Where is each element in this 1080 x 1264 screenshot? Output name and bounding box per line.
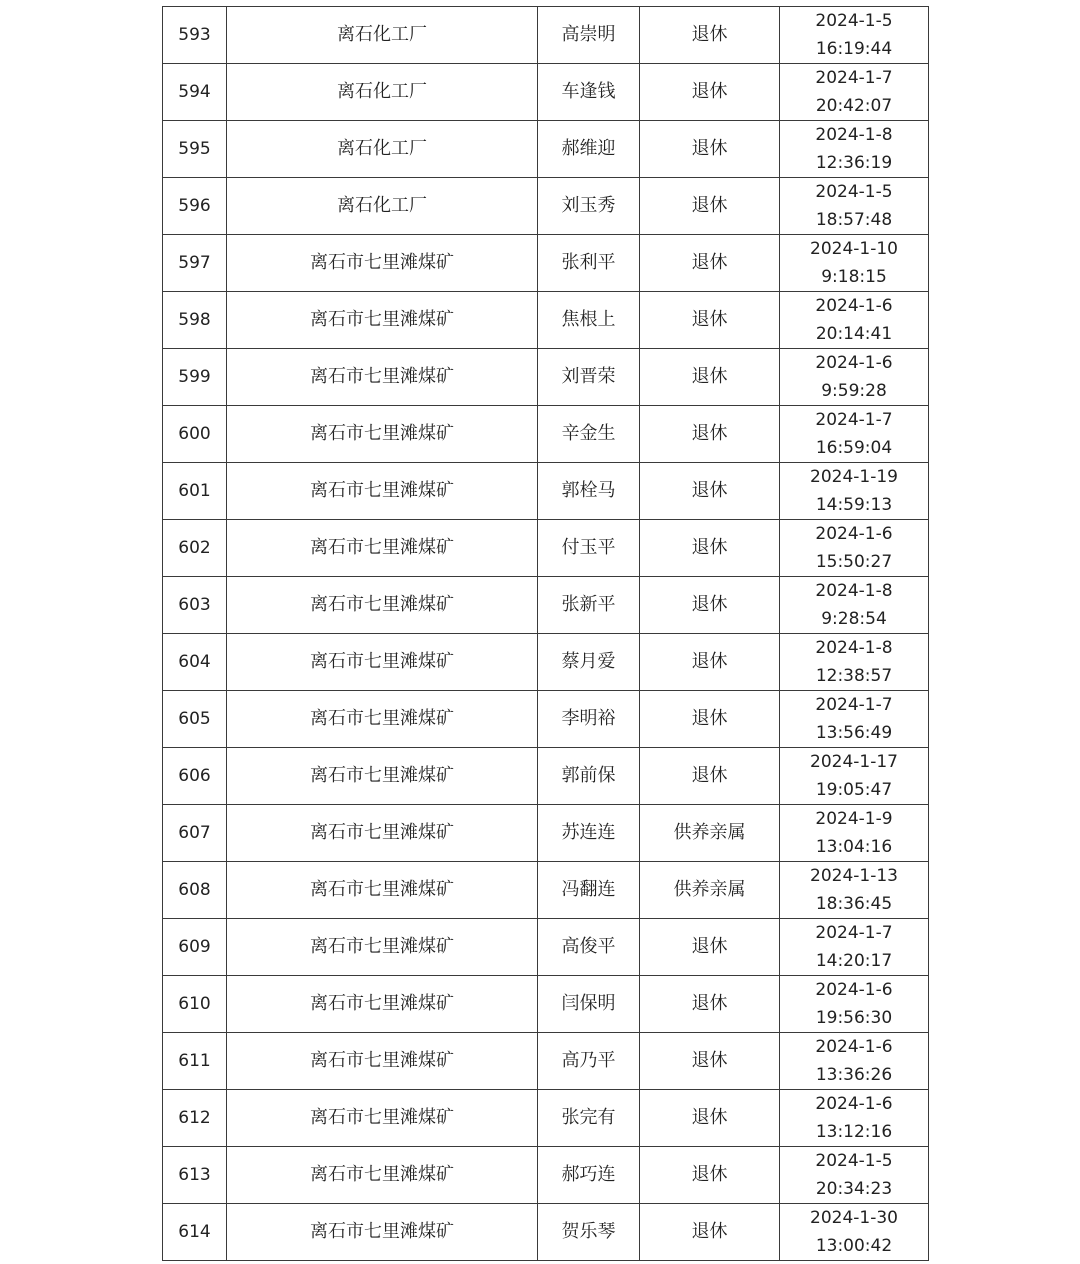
timestamp-date: 2024-1-10	[810, 239, 898, 259]
serial-number-cell: 594	[163, 64, 227, 121]
person-name-cell: 郭栓马	[538, 463, 640, 520]
unit-cell: 离石市七里滩煤矿	[227, 919, 538, 976]
person-name-cell: 张新平	[538, 577, 640, 634]
table-row	[163, 1033, 929, 1090]
table-row	[163, 805, 929, 862]
category-cell: 退休	[640, 976, 780, 1033]
category-cell: 退休	[640, 691, 780, 748]
category-cell: 供养亲属	[640, 862, 780, 919]
person-name-cell: 闫保明	[538, 976, 640, 1033]
timestamp-time: 20:42:07	[815, 96, 893, 116]
category-cell: 退休	[640, 406, 780, 463]
timestamp-time: 13:56:49	[815, 723, 893, 743]
timestamp-date: 2024-1-6	[815, 524, 893, 544]
person-name-cell: 李明裕	[538, 691, 640, 748]
unit-cell: 离石市七里滩煤矿	[227, 976, 538, 1033]
table-row	[163, 1204, 929, 1261]
record-table-container	[162, 6, 928, 1261]
timestamp-time: 16:59:04	[815, 438, 893, 458]
person-name-cell: 刘玉秀	[538, 178, 640, 235]
table-row	[163, 235, 929, 292]
timestamp-date: 2024-1-6	[815, 353, 893, 373]
serial-number-cell: 613	[163, 1147, 227, 1204]
timestamp-date: 2024-1-5	[815, 182, 893, 202]
timestamp-time: 20:34:23	[815, 1179, 893, 1199]
serial-number-cell: 598	[163, 292, 227, 349]
unit-cell: 离石市七里滩煤矿	[227, 1033, 538, 1090]
unit-cell: 离石市七里滩煤矿	[227, 1090, 538, 1147]
category-cell: 退休	[640, 1090, 780, 1147]
unit-cell: 离石市七里滩煤矿	[227, 292, 538, 349]
timestamp-date: 2024-1-6	[815, 1037, 893, 1057]
timestamp-time: 15:50:27	[815, 552, 893, 572]
person-name-cell: 蔡月爱	[538, 634, 640, 691]
timestamp-cell	[780, 463, 929, 520]
table-row	[163, 748, 929, 805]
timestamp-cell	[780, 805, 929, 862]
person-name-cell: 高乃平	[538, 1033, 640, 1090]
unit-cell: 离石市七里滩煤矿	[227, 748, 538, 805]
unit-cell: 离石市七里滩煤矿	[227, 406, 538, 463]
serial-number-cell: 614	[163, 1204, 227, 1261]
timestamp-date: 2024-1-6	[815, 1094, 893, 1114]
person-name-cell: 张完有	[538, 1090, 640, 1147]
table-row	[163, 862, 929, 919]
timestamp-time: 13:04:16	[815, 837, 893, 857]
timestamp-date: 2024-1-5	[815, 1151, 893, 1171]
timestamp-time: 12:38:57	[815, 666, 893, 686]
timestamp-cell	[780, 1033, 929, 1090]
timestamp-time: 12:36:19	[815, 153, 893, 173]
person-name-cell: 高崇明	[538, 7, 640, 64]
category-cell: 退休	[640, 292, 780, 349]
timestamp-time: 18:36:45	[815, 894, 893, 914]
timestamp-time: 9:18:15	[821, 267, 887, 287]
timestamp-time: 18:57:48	[815, 210, 893, 230]
unit-cell: 离石市七里滩煤矿	[227, 577, 538, 634]
serial-number-cell: 608	[163, 862, 227, 919]
category-cell: 退休	[640, 1033, 780, 1090]
timestamp-cell	[780, 634, 929, 691]
category-cell: 退休	[640, 235, 780, 292]
category-cell: 退休	[640, 577, 780, 634]
timestamp-time: 13:00:42	[815, 1236, 893, 1256]
person-name-cell: 郝维迎	[538, 121, 640, 178]
serial-number-cell: 600	[163, 406, 227, 463]
person-name-cell: 高俊平	[538, 919, 640, 976]
serial-number-cell: 595	[163, 121, 227, 178]
table-row	[163, 463, 929, 520]
timestamp-date: 2024-1-30	[810, 1208, 898, 1228]
timestamp-time: 19:05:47	[815, 780, 893, 800]
category-cell: 退休	[640, 1204, 780, 1261]
timestamp-cell	[780, 748, 929, 805]
person-name-cell: 付玉平	[538, 520, 640, 577]
category-cell: 退休	[640, 463, 780, 520]
unit-cell: 离石市七里滩煤矿	[227, 463, 538, 520]
timestamp-date: 2024-1-19	[810, 467, 898, 487]
timestamp-cell	[780, 178, 929, 235]
serial-number-cell: 597	[163, 235, 227, 292]
record-table	[162, 6, 929, 1261]
table-row	[163, 577, 929, 634]
timestamp-time: 19:56:30	[815, 1008, 893, 1028]
timestamp-time: 14:20:17	[815, 951, 893, 971]
unit-cell: 离石化工厂	[227, 7, 538, 64]
table-row	[163, 634, 929, 691]
timestamp-date: 2024-1-7	[815, 923, 893, 943]
serial-number-cell: 607	[163, 805, 227, 862]
table-row	[163, 7, 929, 64]
timestamp-cell	[780, 7, 929, 64]
serial-number-cell: 601	[163, 463, 227, 520]
category-cell: 退休	[640, 919, 780, 976]
category-cell: 退休	[640, 64, 780, 121]
timestamp-cell	[780, 235, 929, 292]
timestamp-time: 20:14:41	[815, 324, 893, 344]
person-name-cell: 苏连连	[538, 805, 640, 862]
timestamp-date: 2024-1-13	[810, 866, 898, 886]
timestamp-cell	[780, 1090, 929, 1147]
table-row	[163, 406, 929, 463]
person-name-cell: 冯翻连	[538, 862, 640, 919]
person-name-cell: 郝巧连	[538, 1147, 640, 1204]
category-cell: 退休	[640, 7, 780, 64]
unit-cell: 离石市七里滩煤矿	[227, 349, 538, 406]
category-cell: 退休	[640, 634, 780, 691]
timestamp-cell	[780, 64, 929, 121]
timestamp-date: 2024-1-7	[815, 68, 893, 88]
person-name-cell: 贺乐琴	[538, 1204, 640, 1261]
serial-number-cell: 605	[163, 691, 227, 748]
table-row	[163, 919, 929, 976]
table-row	[163, 1090, 929, 1147]
table-row	[163, 1147, 929, 1204]
timestamp-cell	[780, 121, 929, 178]
serial-number-cell: 609	[163, 919, 227, 976]
timestamp-cell	[780, 862, 929, 919]
timestamp-date: 2024-1-17	[810, 752, 898, 772]
table-row	[163, 520, 929, 577]
category-cell: 退休	[640, 520, 780, 577]
timestamp-date: 2024-1-7	[815, 410, 893, 430]
serial-number-cell: 611	[163, 1033, 227, 1090]
category-cell: 退休	[640, 178, 780, 235]
unit-cell: 离石市七里滩煤矿	[227, 1147, 538, 1204]
serial-number-cell: 606	[163, 748, 227, 805]
unit-cell: 离石市七里滩煤矿	[227, 862, 538, 919]
serial-number-cell: 612	[163, 1090, 227, 1147]
serial-number-cell: 593	[163, 7, 227, 64]
timestamp-date: 2024-1-6	[815, 296, 893, 316]
unit-cell: 离石市七里滩煤矿	[227, 1204, 538, 1261]
timestamp-time: 16:19:44	[815, 39, 893, 59]
timestamp-date: 2024-1-7	[815, 695, 893, 715]
table-row	[163, 349, 929, 406]
unit-cell: 离石市七里滩煤矿	[227, 235, 538, 292]
timestamp-date: 2024-1-6	[815, 980, 893, 1000]
unit-cell: 离石市七里滩煤矿	[227, 805, 538, 862]
table-row	[163, 121, 929, 178]
timestamp-cell	[780, 349, 929, 406]
timestamp-time: 9:28:54	[821, 609, 887, 629]
person-name-cell: 焦根上	[538, 292, 640, 349]
serial-number-cell: 610	[163, 976, 227, 1033]
serial-number-cell: 603	[163, 577, 227, 634]
person-name-cell: 郭前保	[538, 748, 640, 805]
serial-number-cell: 602	[163, 520, 227, 577]
category-cell: 供养亲属	[640, 805, 780, 862]
person-name-cell: 刘晋荣	[538, 349, 640, 406]
timestamp-date: 2024-1-9	[815, 809, 893, 829]
serial-number-cell: 604	[163, 634, 227, 691]
table-row	[163, 64, 929, 121]
timestamp-date: 2024-1-8	[815, 125, 893, 145]
timestamp-cell	[780, 406, 929, 463]
unit-cell: 离石市七里滩煤矿	[227, 520, 538, 577]
table-row	[163, 292, 929, 349]
table-row	[163, 691, 929, 748]
unit-cell: 离石市七里滩煤矿	[227, 691, 538, 748]
category-cell: 退休	[640, 1147, 780, 1204]
timestamp-cell	[780, 292, 929, 349]
table-row	[163, 976, 929, 1033]
timestamp-cell	[780, 691, 929, 748]
person-name-cell: 张利平	[538, 235, 640, 292]
unit-cell: 离石化工厂	[227, 121, 538, 178]
unit-cell: 离石化工厂	[227, 178, 538, 235]
table-row	[163, 178, 929, 235]
unit-cell: 离石化工厂	[227, 64, 538, 121]
unit-cell: 离石市七里滩煤矿	[227, 634, 538, 691]
timestamp-cell	[780, 577, 929, 634]
timestamp-cell	[780, 1204, 929, 1261]
serial-number-cell: 596	[163, 178, 227, 235]
timestamp-date: 2024-1-8	[815, 581, 893, 601]
timestamp-time: 14:59:13	[815, 495, 893, 515]
timestamp-cell	[780, 520, 929, 577]
category-cell: 退休	[640, 121, 780, 178]
person-name-cell: 车逢钱	[538, 64, 640, 121]
timestamp-date: 2024-1-8	[815, 638, 893, 658]
category-cell: 退休	[640, 349, 780, 406]
person-name-cell: 辛金生	[538, 406, 640, 463]
timestamp-time: 9:59:28	[821, 381, 887, 401]
category-cell: 退休	[640, 748, 780, 805]
timestamp-cell	[780, 1147, 929, 1204]
record-table-body	[163, 7, 929, 1261]
timestamp-time: 13:36:26	[815, 1065, 893, 1085]
timestamp-cell	[780, 919, 929, 976]
timestamp-cell	[780, 976, 929, 1033]
serial-number-cell: 599	[163, 349, 227, 406]
timestamp-time: 13:12:16	[815, 1122, 893, 1142]
timestamp-date: 2024-1-5	[815, 11, 893, 31]
